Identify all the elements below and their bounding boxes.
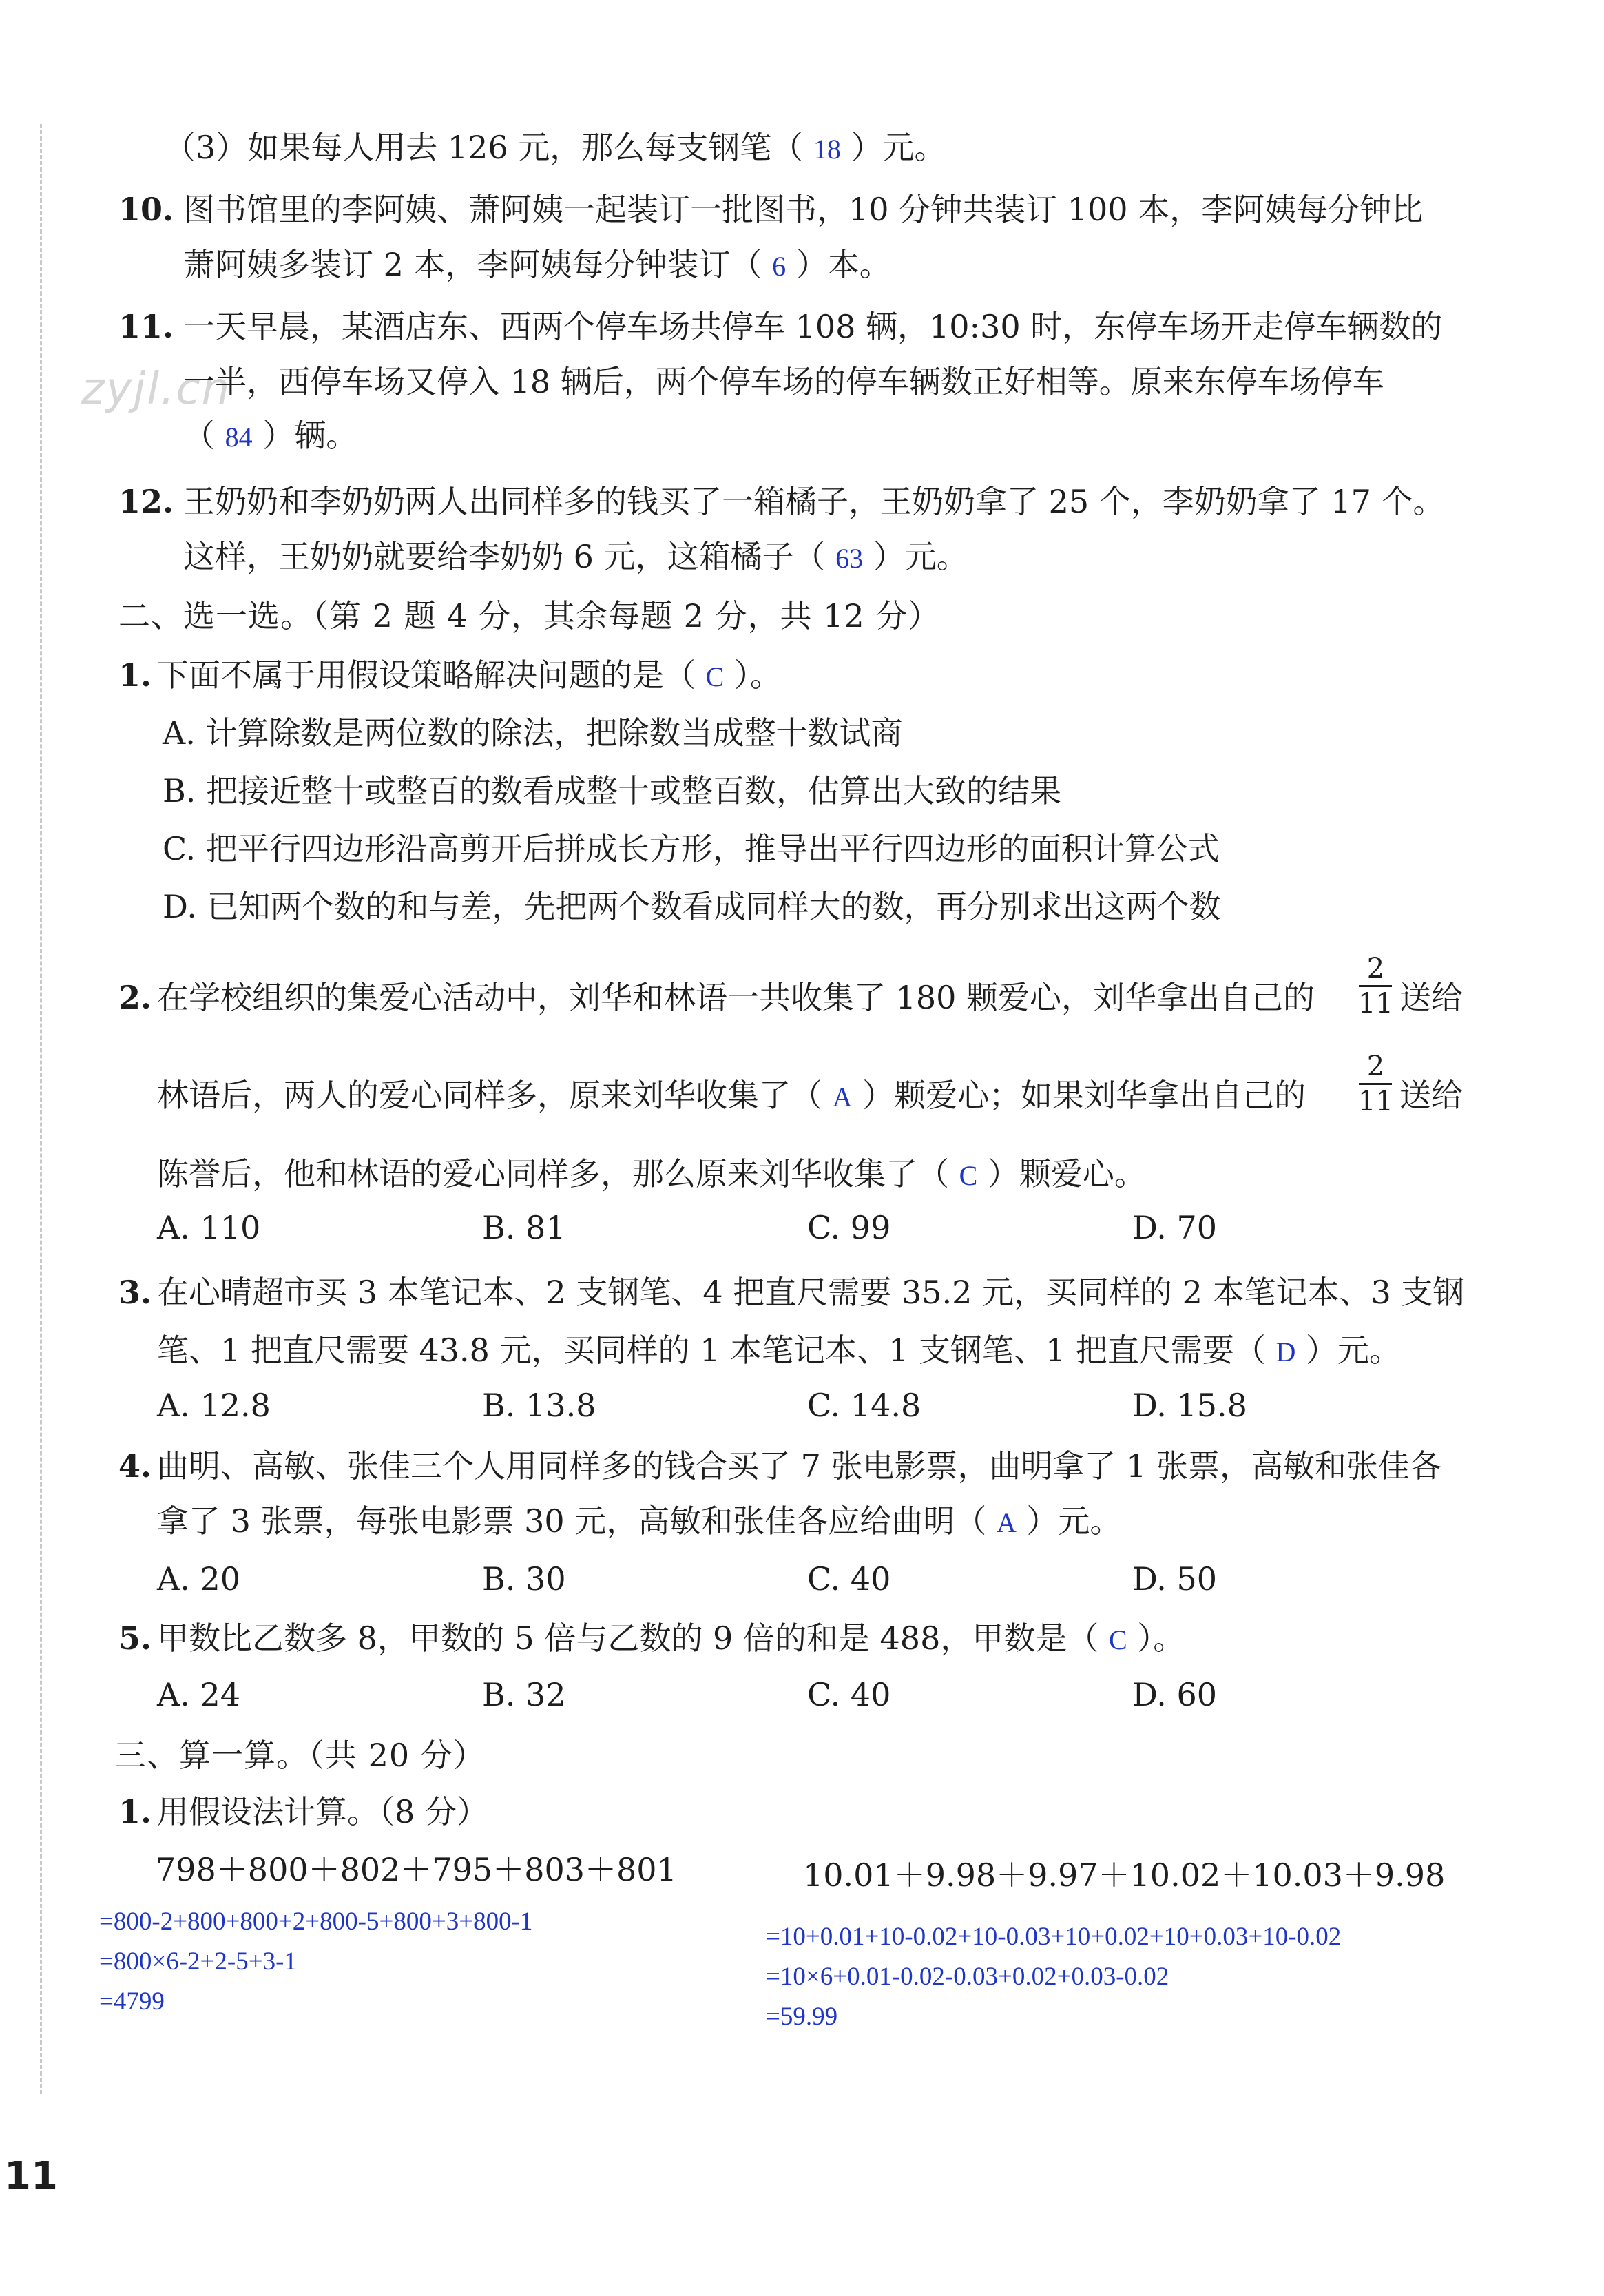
fraction-numerator: 2 [1366,953,1385,984]
s2q1-stem: 下面不属于用假设策略解决问题的是（ C ）。 [157,656,782,694]
s3q1-stem: 用假设法计算。（8 分） [157,1793,488,1830]
right-work-line-1: =10+0.01+10-0.02+10-0.03+10+0.02+10+0.03+10-0.02 [766,1923,1342,1951]
s2q3-number: 3. [118,1274,152,1311]
s2q5-option-c: C. 40 [807,1676,891,1713]
section2-title: 二、选一选。（第 2 题 4 分，其余每题 2 分，共 12 分） [118,597,941,634]
s2q5-option-b: B. 32 [482,1676,566,1713]
s3q1-number: 1. [118,1793,152,1830]
s2q3-line2: 笔、1 把直尺需要 43.8 元，买同样的 1 本笔记本、1 支钢笔、1 把直尺需要（ D ）元。 [157,1332,1401,1369]
s2q2-option-d: D. 70 [1132,1209,1218,1246]
left-work-line-1: =800-2+800+800+2+800-5+800+3+800-1 [99,1907,533,1936]
binding-margin-line [40,124,42,2094]
fraction-denominator: 11 [1358,988,1393,1020]
right-work-line-2: =10×6+0.01-0.02-0.03+0.02+0.03-0.02 [766,1963,1169,1991]
s2q2-line1: 在学校组织的集爱心活动中，刘华和林语一共收集了 180 颗爱心，刘华拿出自己的 [157,979,1315,1016]
s2q4-answer: A [996,1507,1017,1538]
s2q1-option-a: A. 计算除数是两位数的除法，把除数当成整十数试商 [163,714,903,752]
q11-line1: 一天早晨，某酒店东、西两个停车场共停车 108 辆，10:30 时，东停车场开走停车辆数的 [183,308,1443,345]
s2q4-option-a: A. 20 [157,1560,240,1597]
s2q2-line2-post: 送给 [1399,1077,1463,1114]
s2q2-option-c: C. 99 [807,1209,891,1246]
s2q5-number: 5. [118,1620,152,1657]
s2q4-option-c: C. 40 [807,1560,891,1597]
q9-answer: 18 [813,134,841,165]
q12-line2: 这样，王奶奶就要给李奶奶 6 元，这箱橘子（ 63 ）元。 [183,538,968,575]
left-work-line-3: =4799 [99,1987,165,2016]
s2q4-line1: 曲明、高敏、张佳三个人用同样多的钱合买了 7 张电影票，曲明拿了 1 张票，高敏和张佳各 [157,1447,1442,1485]
q11-answer: 84 [225,422,253,453]
q10-answer: 6 [772,251,787,282]
s2q4-option-b: B. 30 [482,1560,566,1597]
s2q3-option-c: C. 14.8 [807,1387,921,1424]
s2q1-option-b: B. 把接近整十或整百的数看成整十或整百数，估算出大致的结果 [163,772,1062,809]
q10-number: 10. [118,191,174,228]
s2q1-answer: C [705,661,725,692]
q12-answer: 63 [835,543,864,574]
s2q2-answer2: C [959,1160,978,1191]
s2q3-option-a: A. 12.8 [157,1387,271,1424]
q12-line1: 王奶奶和李奶奶两人出同样多的钱买了一箱橘子，王奶奶拿了 25 个，李奶奶拿了 17 个。 [183,483,1445,520]
s2q3-option-b: B. 13.8 [482,1387,596,1424]
s2q2-line3: 陈誉后，他和林语的爱心同样多，那么原来刘华收集了（ C ）颗爱心。 [157,1155,1146,1192]
s2q3-answer: D [1275,1336,1296,1367]
q11-line3: （ 84 ）辆。 [183,417,358,454]
s3q1-left-expression: 798＋800＋802＋795＋803＋801 [156,1851,677,1888]
s2q2-answer1: A [832,1082,853,1113]
q9-part3: （3）如果每人用去 126 元，那么每支钢笔（ 18 ）元。 [164,129,946,166]
s2q1-option-d: D. 已知两个数的和与差，先把两个数看成同样大的数，再分别求出这两个数 [163,888,1221,925]
s2q2-line1-post: 送给 [1399,979,1463,1016]
q11-number: 11. [118,308,174,345]
q10-line2: 萧阿姨多装订 2 本，李阿姨每分钟装订（ 6 ）本。 [183,246,891,283]
s2q1-number: 1. [118,656,152,694]
s2q4-option-d: D. 50 [1132,1560,1218,1597]
s2q2-fraction-1 [1358,953,1393,1019]
s2q2-option-a: A. 110 [157,1209,261,1246]
fraction-numerator: 2 [1366,1051,1385,1082]
s2q2-option-b: B. 81 [482,1209,566,1246]
s2q1-option-c: C. 把平行四边形沿高剪开后拼成长方形，推导出平行四边形的面积计算公式 [163,830,1220,867]
fraction-bar [1359,1083,1392,1085]
s2q3-line1: 在心晴超市买 3 本笔记本、2 支钢笔、4 把直尺需要 35.2 元，买同样的 2 本笔记本、3 支钢 [157,1274,1465,1311]
s2q5-stem: 甲数比乙数多 8，甲数的 5 倍与乙数的 9 倍的和是 488，甲数是（ C ）。 [157,1620,1185,1657]
s2q2-number: 2. [118,979,152,1016]
s2q5-option-a: A. 24 [157,1676,240,1713]
q10-line1: 图书馆里的李阿姨、萧阿姨一起装订一批图书，10 分钟共装订 100 本，李阿姨每分钟比 [183,191,1424,228]
s3q1-right-expression: 10.01＋9.98＋9.97＋10.02＋10.03＋9.98 [803,1857,1446,1894]
s2q5-option-d: D. 60 [1132,1676,1218,1713]
s2q4-line2: 拿了 3 张票，每张电影票 30 元，高敏和张佳各应给曲明（ A ）元。 [157,1502,1122,1540]
s2q3-option-d: D. 15.8 [1132,1387,1247,1424]
fraction-bar [1359,985,1392,987]
page-number: 11 [4,2154,58,2199]
section3-title: 三、算一算。（共 20 分） [114,1737,486,1774]
q11-line2: 一半，西停车场又停入 18 辆后，两个停车场的停车辆数正好相等。原来东停车场停车 [183,363,1384,400]
s2q2-fraction-2 [1358,1051,1393,1117]
fraction-denominator: 11 [1358,1086,1393,1117]
right-work-line-3: =59.99 [766,2003,838,2031]
watermark: zyjl.cn [81,364,231,415]
s2q5-answer: C [1108,1624,1127,1655]
left-work-line-2: =800×6-2+2-5+3-1 [99,1947,297,1976]
q12-number: 12. [118,483,174,520]
s2q2-line2: 林语后，两人的爱心同样多，原来刘华收集了（ A ）颗爱心；如果刘华拿出自己的 [157,1077,1306,1114]
s2q4-number: 4. [118,1447,152,1485]
